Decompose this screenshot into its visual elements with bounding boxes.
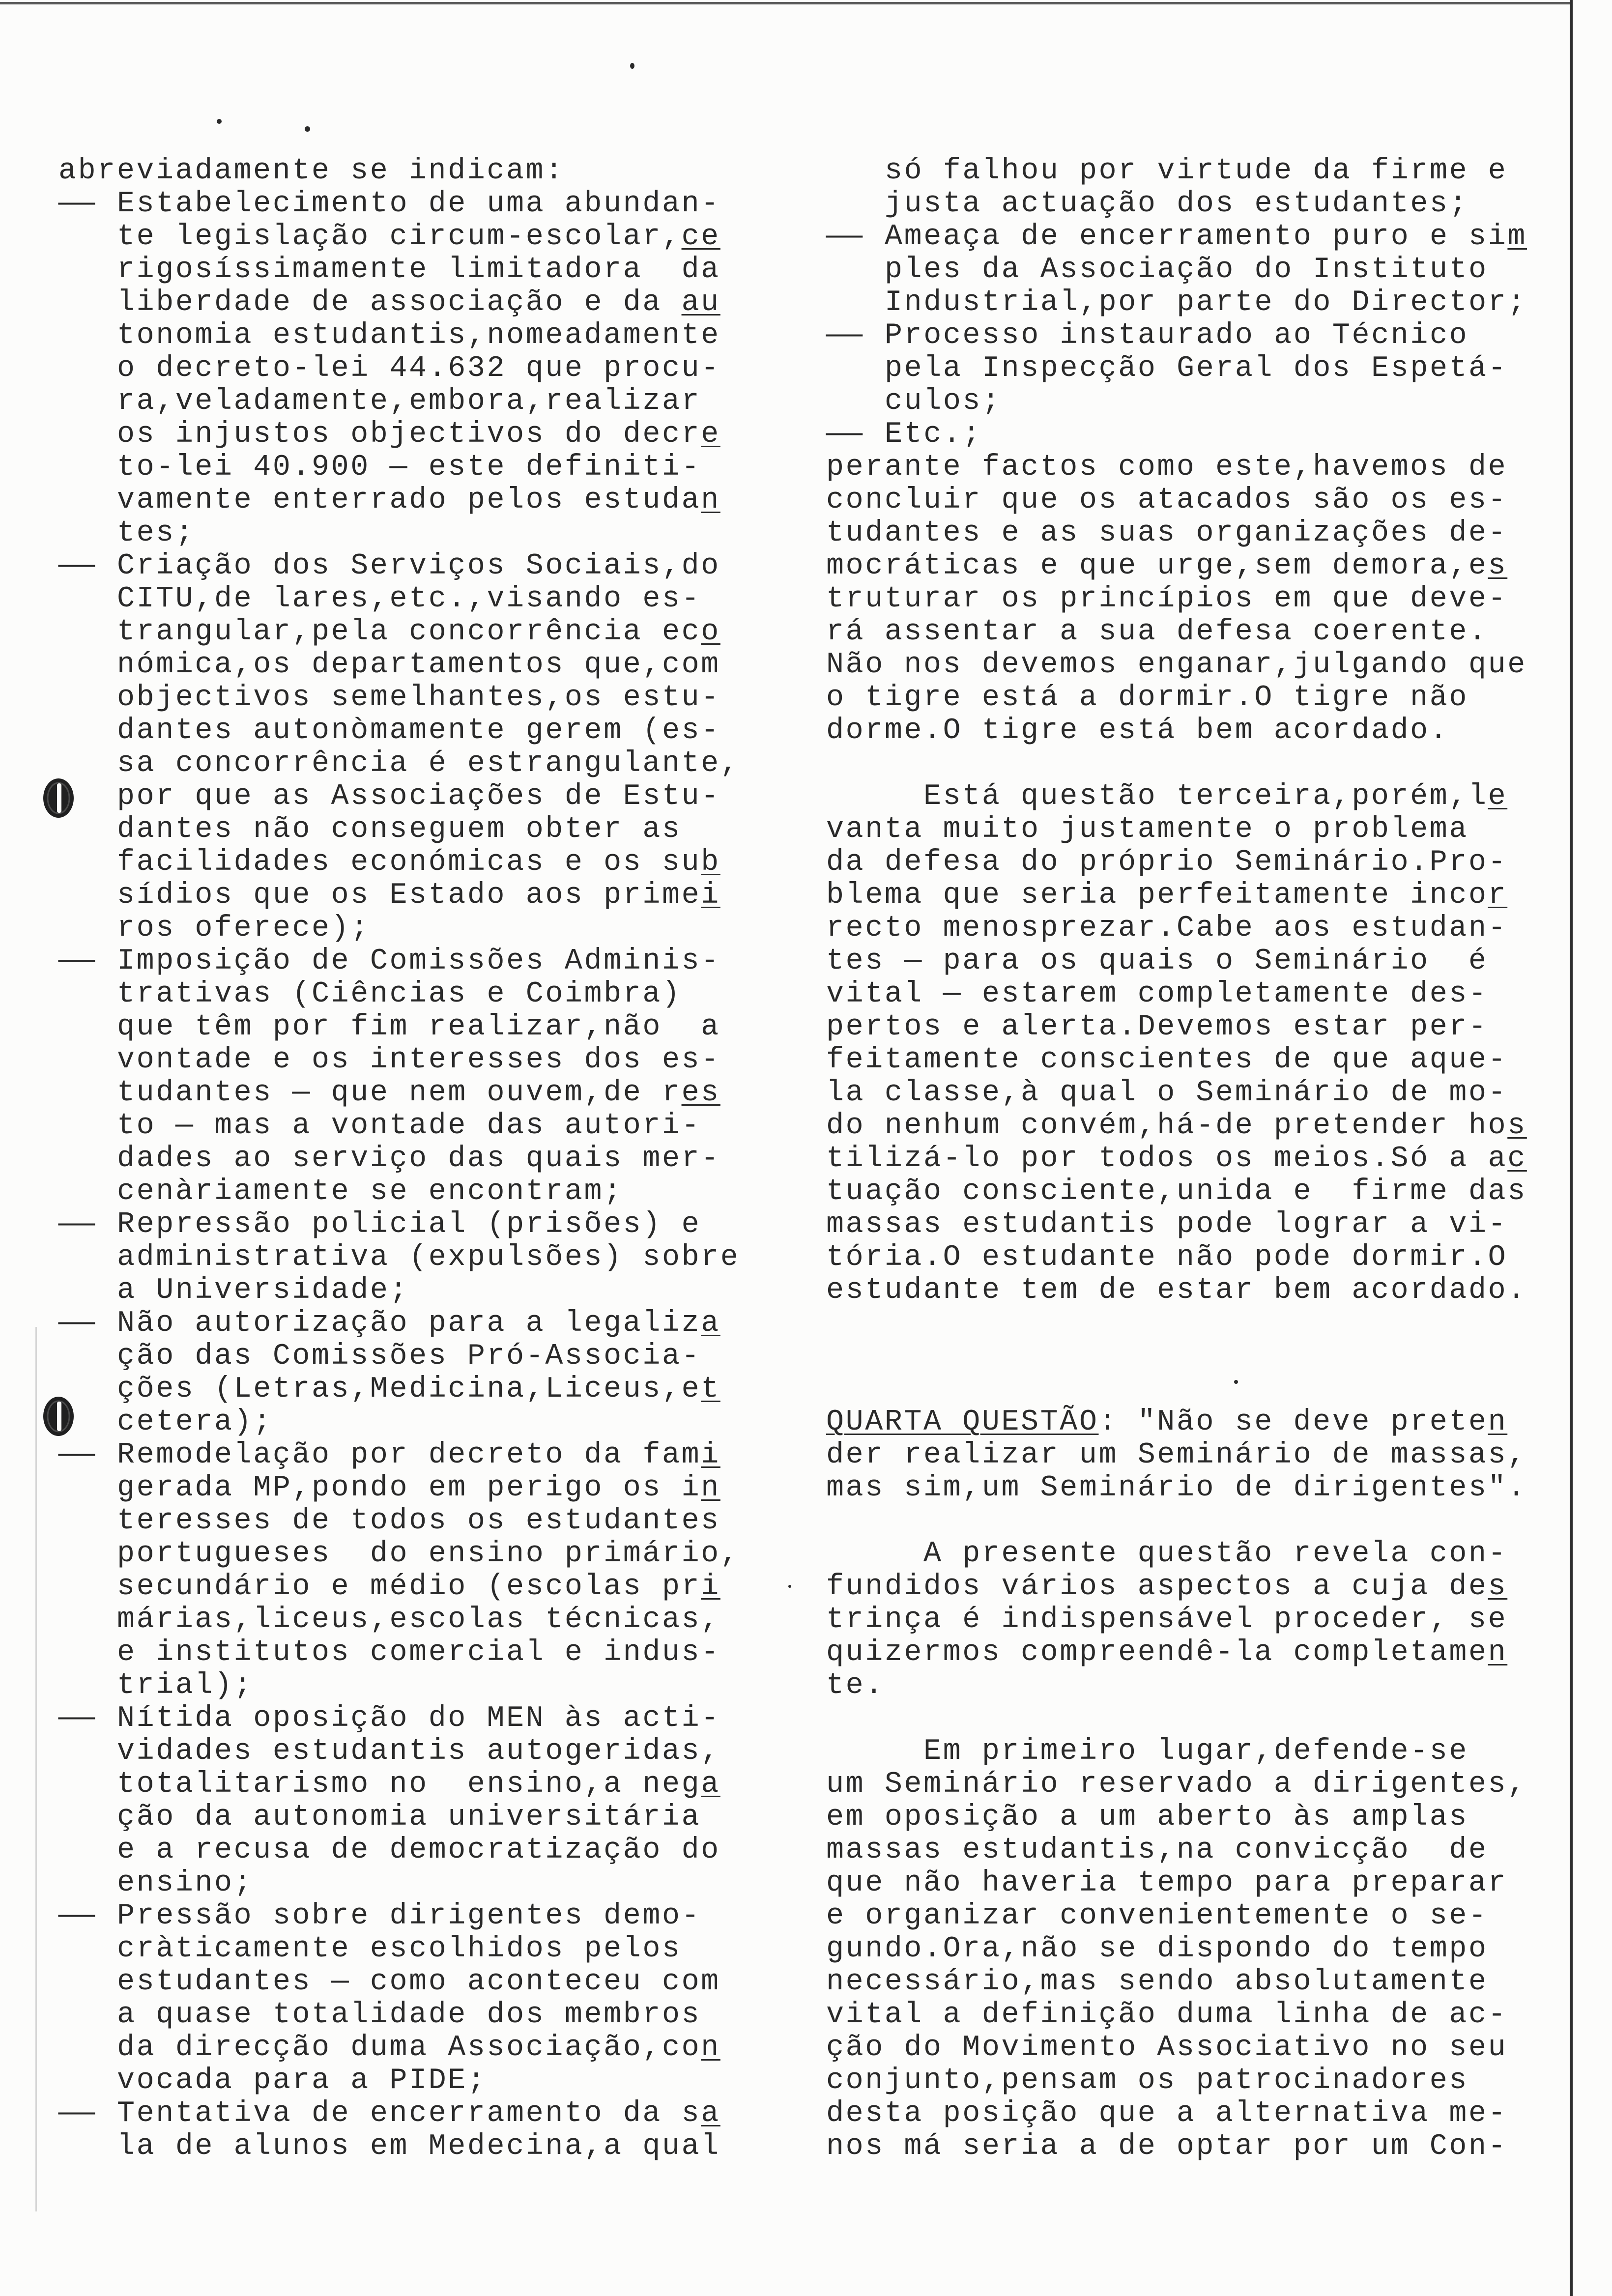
text-line (117, 747, 796, 780)
line-text: trativas (Ciências e Coimbra) (117, 977, 682, 1011)
line-text: mas sim,um Seminário de dirigentes". (826, 1471, 1527, 1505)
underlined-text: i (701, 1438, 720, 1472)
line-text: justa actuação dos estudantes; (885, 187, 1469, 221)
text-line (885, 319, 1563, 352)
list-bullet: — (58, 2097, 99, 2130)
underlined-text: e (701, 418, 720, 451)
line-text: Processo instaurado ao Técnico (885, 319, 1469, 352)
text-line (826, 1439, 1563, 1472)
line-text: Não autorização para a legaliz (117, 1307, 701, 1340)
line-text: márias,liceus,escolas técnicas, (117, 1603, 720, 1636)
line-text: gundo.Ora,não se dispondo do tempo (826, 1932, 1488, 1966)
line-text: to — mas a vontade das autori- (117, 1109, 701, 1143)
paragraph (826, 1735, 1563, 2163)
text-line (117, 550, 796, 583)
text-line (117, 1208, 796, 1241)
line-text: vital a definição duma linha de ac- (826, 1998, 1508, 2032)
list-item (58, 550, 796, 945)
line-text: objectivos semelhantes,os estu- (117, 681, 720, 715)
text-line (117, 1340, 796, 1373)
text-line (826, 1143, 1563, 1176)
text-line (826, 2065, 1563, 2097)
list-item (826, 319, 1563, 418)
text-line (117, 879, 796, 912)
list-bullet: — (58, 1899, 99, 1933)
underlined-text: n (1488, 1406, 1508, 1439)
line-text: conjunto,pensam os patrocinadores (826, 2064, 1468, 2097)
line-text: e a recusa de democratização do (117, 1834, 720, 1867)
text-line (117, 1110, 796, 1143)
paragraph (826, 780, 1563, 1307)
scan-speck (305, 126, 310, 132)
line-text: dantes autonòmamente gerem (es- (117, 714, 720, 747)
text-line (826, 1208, 1563, 1241)
line-text: vontade e os interesses dos es- (117, 1043, 720, 1077)
text-line (885, 155, 1563, 188)
text-line (117, 517, 796, 550)
line-text: a Universidade; (117, 1274, 409, 1307)
underlined-text: b (701, 846, 720, 879)
underlined-text: t (701, 1373, 720, 1406)
line-text: Estabelecimento de uma abundan- (117, 187, 720, 221)
line-text: Criação dos Serviços Sociais,do (117, 549, 720, 583)
text-line (117, 1900, 796, 1933)
underlined-text: n (1488, 1636, 1508, 1669)
underlined-text: m (1507, 220, 1527, 254)
line-text: rigosíssimamente limitadora da (117, 253, 720, 287)
text-line (117, 1472, 796, 1505)
list-bullet: — (826, 220, 866, 254)
line-text: Está questão terceira,porém,l (923, 780, 1488, 813)
text-line (117, 649, 796, 682)
line-text: abreviadamente se indicam: (58, 154, 565, 188)
line-text: Nítida oposição do MEN às acti- (117, 1702, 720, 1735)
line-text: teresses de todos os estudantes (117, 1504, 720, 1538)
text-line (117, 1241, 796, 1274)
scan-speck (217, 119, 222, 124)
line-text: der realizar um Seminário de massas, (826, 1438, 1527, 1472)
text-line (826, 1274, 1563, 1307)
underlined-text: a (701, 1768, 720, 1801)
line-text: sídios que os Estado aos prime (117, 879, 701, 912)
line-text: feitamente conscientes de que aque- (826, 1043, 1508, 1077)
text-line (117, 1406, 796, 1439)
line-text: tonomia estudantis,nomeadamente (117, 319, 720, 352)
line-text: da direcção duma Associação,co (117, 2031, 701, 2065)
text-line (826, 583, 1563, 616)
text-line (117, 813, 796, 846)
page-top-edge (0, 2, 1573, 4)
text-line (826, 1077, 1563, 1110)
text-line (826, 1538, 1563, 1571)
line-text: dantes não conseguem obter as (117, 813, 682, 846)
text-line (117, 1044, 796, 1077)
line-text: dorme.O tigre está bem acordado. (826, 714, 1449, 747)
text-line (117, 1604, 796, 1636)
text-line (826, 682, 1563, 715)
line-text: trangular,pela concorrência ec (117, 615, 701, 649)
text-line (117, 715, 796, 747)
paragraph (58, 155, 796, 188)
line-text: que têm por fim realizar,não a (117, 1010, 720, 1044)
text-line (826, 550, 1563, 583)
list-item (58, 1208, 796, 1307)
line-text: Ameaça de encerramento puro e si (885, 220, 1508, 254)
text-line (826, 1900, 1563, 1933)
line-text: : "Não se deve prete (1098, 1406, 1488, 1439)
underlined-text: i (701, 879, 720, 912)
text-line (117, 2097, 796, 2130)
text-line (826, 1110, 1563, 1143)
text-line (885, 254, 1563, 287)
line-text: Etc.; (885, 418, 982, 451)
text-line (826, 1999, 1563, 2032)
line-text: cenàriamente se encontram; (117, 1175, 623, 1208)
line-text: ros oferece); (117, 912, 370, 945)
underlined-text: c (1507, 1142, 1527, 1176)
scan-speck (630, 63, 634, 69)
line-text: ção da autonomia universitária (117, 1801, 701, 1834)
text-line (117, 1373, 796, 1406)
line-text: ções (Letras,Medicina,Liceus,e (117, 1373, 701, 1406)
text-line (117, 1636, 796, 1669)
scan-streak (35, 1327, 37, 2211)
line-text: fundidos vários aspectos a cuja de (826, 1570, 1488, 1604)
text-line (117, 352, 796, 385)
underlined-text: i (701, 1570, 720, 1604)
text-line (885, 385, 1563, 418)
text-line (885, 221, 1563, 254)
line-text: estudantes — como aconteceu com (117, 1965, 720, 1999)
text-line (117, 254, 796, 287)
text-line (826, 451, 1563, 484)
line-text: tes — para os quais o Seminário é (826, 945, 1488, 978)
text-line (117, 188, 796, 221)
line-text: vidades estudantis autogeridas, (117, 1735, 720, 1768)
list-item (58, 1307, 796, 1439)
text-line (117, 1669, 796, 1702)
text-line (117, 2065, 796, 2097)
text-line (826, 1768, 1563, 1801)
line-text: ensino; (117, 1866, 254, 1900)
underlined-text: e (1488, 780, 1508, 813)
line-text: que não haveria tempo para preparar (826, 1866, 1508, 1900)
text-line (117, 418, 796, 451)
list-item (58, 1702, 796, 1900)
line-text: Remodelação por decreto da fam (117, 1438, 701, 1472)
line-text: totalitarismo no ensino,a neg (117, 1768, 701, 1801)
line-text: truturar os princípios em que deve- (826, 582, 1508, 616)
text-line (826, 1966, 1563, 1999)
line-text: pertos e alerta.Devemos estar per- (826, 1010, 1488, 1044)
text-line (826, 1669, 1563, 1702)
text-line (826, 780, 1563, 813)
text-line (885, 352, 1563, 385)
text-line (117, 1867, 796, 1900)
line-text: rá assentar a sua defesa coerente. (826, 615, 1488, 649)
question-heading-paragraph (826, 1406, 1563, 1505)
line-text: to-lei 40.900 — este definiti- (117, 451, 701, 484)
text-line (117, 484, 796, 517)
list-bullet: — (58, 1307, 99, 1340)
text-line (826, 484, 1563, 517)
line-text: Em primeiro lugar,defende-se (923, 1735, 1468, 1768)
text-line (826, 1044, 1563, 1077)
text-line (826, 879, 1563, 912)
text-line (826, 517, 1563, 550)
line-text: estudante tem de estar bem acordado. (826, 1274, 1527, 1307)
text-line (826, 1735, 1563, 1768)
line-text: administrativa (expulsões) sobre (117, 1241, 740, 1274)
line-text: tudantes e as suas organizações de- (826, 517, 1508, 550)
text-line (117, 2130, 796, 2163)
line-text: massas estudantis pode lograr a vi- (826, 1208, 1508, 1241)
text-line (117, 978, 796, 1011)
line-text: culos; (885, 385, 1002, 418)
underlined-text: n (701, 2031, 720, 2065)
line-text: tes; (117, 517, 195, 550)
line-text: pela Inspecção Geral dos Espetá- (885, 352, 1508, 385)
text-line (117, 912, 796, 945)
line-text: perante factos como este,havemos de (826, 451, 1508, 484)
text-line (826, 2130, 1563, 2163)
line-text: da defesa do próprio Seminário.Pro- (826, 846, 1508, 879)
line-text: Pressão sobre dirigentes demo- (117, 1899, 701, 1933)
list-item (826, 221, 1563, 319)
line-text: mocráticas e que urge,sem demora,e (826, 549, 1488, 583)
line-text: massas estudantis,na convicção de (826, 1834, 1488, 1867)
underlined-text: a (701, 1307, 720, 1340)
list-item (58, 1439, 796, 1702)
text-line (117, 780, 796, 813)
text-line (117, 1077, 796, 1110)
line-text: nómica,os departamentos que,com (117, 648, 720, 682)
text-line (826, 1241, 1563, 1274)
text-line (826, 1011, 1563, 1044)
text-line (826, 1472, 1563, 1505)
text-line (117, 945, 796, 978)
underlined-text: s (1507, 1109, 1527, 1143)
text-line (826, 715, 1563, 747)
list-item-continuation (826, 155, 1563, 221)
line-text: tuação consciente,unida e firme das (826, 1175, 1527, 1208)
text-line (826, 649, 1563, 682)
list-bullet: — (58, 187, 99, 221)
text-line (117, 1439, 796, 1472)
text-line (826, 1801, 1563, 1834)
text-line (117, 1571, 796, 1604)
text-line (826, 945, 1563, 978)
underlined-text: o (701, 615, 720, 649)
underlined-text: n (701, 1471, 720, 1505)
line-text: um Seminário reservado a dirigentes, (826, 1768, 1527, 1801)
text-line (826, 1176, 1563, 1208)
list-item (58, 945, 796, 1208)
underlined-text: s (1488, 549, 1508, 583)
list-bullet: — (58, 1438, 99, 1472)
text-line (117, 221, 796, 254)
list-item (58, 1900, 796, 2097)
line-text: la de alunos em Medecina,a qual (117, 2130, 720, 2163)
line-text: recto menosprezar.Cabe aos estudan- (826, 912, 1508, 945)
line-text: a quase totalidade dos membros (117, 1998, 701, 2032)
list-bullet: — (58, 1208, 99, 1241)
text-line (826, 1933, 1563, 1966)
text-line (117, 1011, 796, 1044)
text-line (117, 583, 796, 616)
text-line (117, 1834, 796, 1867)
line-text: CITU,de lares,etc.,visando es- (117, 582, 701, 616)
line-text: liberdade de associação e da (117, 286, 682, 319)
line-text: ção do Movimento Associativo no seu (826, 2031, 1508, 2065)
page-right-edge (1570, 0, 1573, 2296)
list-item (826, 418, 1563, 451)
underlined-text: QUARTA QUESTÃO (826, 1406, 1099, 1439)
text-line (117, 451, 796, 484)
text-line (826, 1834, 1563, 1867)
text-line (117, 385, 796, 418)
line-text: quizermos compreendê-la completame (826, 1636, 1488, 1669)
line-text: vocada para a PIDE; (117, 2064, 487, 2097)
line-text: só falhou por virtude da firme e (885, 154, 1508, 188)
underlined-text: ce (681, 220, 720, 254)
text-line (826, 1604, 1563, 1636)
list-item (58, 188, 796, 550)
line-text: sa concorrência é estrangulante, (117, 747, 740, 780)
list-bullet: — (58, 1702, 99, 1735)
underlined-text: n (701, 484, 720, 517)
line-text: dades ao serviço das quais mer- (117, 1142, 720, 1176)
line-text: la classe,à qual o Seminário de mo- (826, 1076, 1508, 1110)
line-text: Industrial,por parte do Director; (885, 286, 1527, 319)
text-line (826, 978, 1563, 1011)
text-line (826, 912, 1563, 945)
line-text: Não nos devemos enganar,julgando que (826, 648, 1527, 682)
line-text: secundário e médio (escolas pr (117, 1570, 701, 1604)
line-text: A presente questão revela con- (923, 1537, 1508, 1571)
text-line (826, 2032, 1563, 2065)
right-column (826, 155, 1563, 2163)
line-text: tilizá-lo por todos os meios.Só a a (826, 1142, 1508, 1176)
text-line (885, 188, 1563, 221)
underlined-text: s (1488, 1570, 1508, 1604)
line-text: vamente enterrado pelos estuda (117, 484, 701, 517)
left-column (58, 155, 796, 2163)
line-text: concluir que os atacados são os es- (826, 484, 1508, 517)
line-text: gerada MP,pondo em perigo os i (117, 1471, 701, 1505)
line-text: o tigre está a dormir.O tigre não (826, 681, 1468, 715)
line-text: os injustos objectivos do decr (117, 418, 701, 451)
text-line (117, 319, 796, 352)
line-text: blema que seria perfeitamente inco (826, 879, 1488, 912)
paragraph (826, 1538, 1563, 1702)
text-line (826, 1867, 1563, 1900)
text-line (117, 2032, 796, 2065)
line-text: tudantes — que nem ouvem,de r (117, 1076, 682, 1110)
text-line (885, 418, 1563, 451)
text-line (117, 682, 796, 715)
line-text: cetera); (117, 1406, 273, 1439)
list-item (58, 2097, 796, 2163)
line-text: facilidades económicas e os su (117, 846, 701, 879)
underlined-text: a (701, 2097, 720, 2130)
line-text: ra,veladamente,embora,realizar (117, 385, 701, 418)
line-text: te. (826, 1669, 885, 1702)
text-line (117, 1801, 796, 1834)
line-text: Repressão policial (prisões) e (117, 1208, 701, 1241)
text-line (117, 1176, 796, 1208)
line-text: em oposição a um aberto às amplas (826, 1801, 1468, 1834)
text-line (117, 1538, 796, 1571)
line-text: vital — estarem completamente des- (826, 977, 1488, 1011)
underlined-text: es (681, 1076, 720, 1110)
text-line (117, 1143, 796, 1176)
text-line (117, 846, 796, 879)
line-text: Tentativa de encerramento da s (117, 2097, 701, 2130)
line-text: desta posição que a alternativa me- (826, 2097, 1508, 2130)
text-line (826, 813, 1563, 846)
line-text: trinça é indispensável proceder, se (826, 1603, 1508, 1636)
list-bullet: — (826, 319, 866, 352)
line-text: trial); (117, 1669, 254, 1702)
list-bullet: — (58, 549, 99, 583)
text-line (826, 2097, 1563, 2130)
line-text: e organizar convenientemente o se- (826, 1899, 1488, 1933)
line-text: vanta muito justamente o problema (826, 813, 1468, 846)
line-text: nos má seria a de optar por um Con- (826, 2130, 1508, 2163)
text-line (117, 1999, 796, 2032)
line-text: por que as Associações de Estu- (117, 780, 720, 813)
line-text: o decreto-lei 44.632 que procu- (117, 352, 720, 385)
text-line (117, 1505, 796, 1538)
text-line (885, 287, 1563, 319)
line-text: Imposição de Comissões Adminis- (117, 945, 720, 978)
paragraph (826, 451, 1563, 747)
line-text: cràticamente escolhidos pelos (117, 1932, 682, 1966)
text-line (117, 1768, 796, 1801)
text-line (826, 846, 1563, 879)
text-line (117, 1966, 796, 1999)
text-line (117, 1735, 796, 1768)
line-text: do nenhum convém,há-de pretender ho (826, 1109, 1508, 1143)
list-bullet: — (58, 945, 99, 978)
text-line (826, 1636, 1563, 1669)
text-line (826, 1571, 1563, 1604)
text-line (117, 1307, 796, 1340)
line-text: e institutos comercial e indus- (117, 1636, 720, 1669)
text-line (117, 1933, 796, 1966)
line-text: ção das Comissões Pró-Associa- (117, 1340, 701, 1373)
line-text: portugueses do ensino primário, (117, 1537, 740, 1571)
line-text: tória.O estudante não pode dormir.O (826, 1241, 1508, 1274)
text-line (117, 1702, 796, 1735)
text-line (117, 287, 796, 319)
text-line (826, 616, 1563, 649)
list-bullet: — (826, 418, 866, 451)
text-line (826, 1406, 1563, 1439)
line-text: ples da Associação do Instituto (885, 253, 1488, 287)
text-line (117, 1274, 796, 1307)
line-text: te legislação circum-escolar, (117, 220, 682, 254)
underlined-text: r (1488, 879, 1508, 912)
text-line (117, 616, 796, 649)
line-text: necessário,mas sendo absolutamente (826, 1965, 1488, 1999)
text-line (58, 155, 796, 188)
underlined-text: au (681, 286, 720, 319)
